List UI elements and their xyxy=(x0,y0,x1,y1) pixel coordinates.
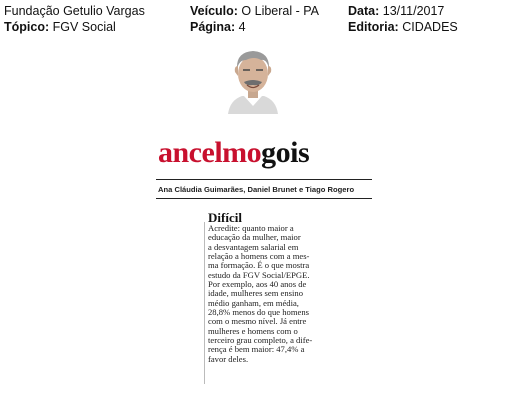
article-line: com o mesmo nível. Já entre xyxy=(208,316,307,327)
column-masthead xyxy=(158,136,309,170)
article-line: ma formação. É o que mostra xyxy=(208,260,310,271)
section-field xyxy=(348,19,458,35)
article-line: educação da mulher, maior xyxy=(208,232,301,243)
article-line: Por exemplo, aos 40 anos de xyxy=(208,279,307,290)
topic-field xyxy=(4,19,116,35)
section-value: CIDADES xyxy=(402,20,458,34)
vehicle-value: O Liberal - PA xyxy=(241,4,319,18)
vehicle-label: Veículo: xyxy=(190,4,238,18)
date-label: Data: xyxy=(348,4,380,18)
article-line: mulheres e homens com o xyxy=(208,325,298,336)
article-line: a desvantagem salarial em xyxy=(208,241,299,252)
page-value: 4 xyxy=(238,20,246,34)
masthead-rule-top xyxy=(156,179,372,180)
page-label: Página: xyxy=(190,20,236,34)
article-line: médio ganham, em média, xyxy=(208,297,299,308)
column-divider xyxy=(204,222,205,384)
article-line: relação a homens com a mes- xyxy=(208,251,310,262)
article-line: Acredite: quanto maior a xyxy=(208,223,294,233)
byline: Ana Cláudia Guimarães, Daniel Brunet e Tiago Rogero xyxy=(158,185,355,194)
vehicle-field xyxy=(190,3,319,19)
article-line: terceiro grau completo, a dife- xyxy=(208,335,313,346)
article-body xyxy=(208,224,356,364)
org-name: Fundação Getulio Vargas xyxy=(4,4,145,18)
topic-label: Tópico: xyxy=(4,20,50,34)
article-line: favor deles. xyxy=(208,353,249,364)
columnist-photo xyxy=(226,44,280,114)
article-line: rença é bem maior: 47,4% a xyxy=(208,344,305,355)
article-line: idade, mulheres sem ensino xyxy=(208,288,303,299)
article-line: estudo da FGV Social/EPGE. xyxy=(208,269,310,280)
date-field xyxy=(348,3,444,19)
masthead-first: ancelmo xyxy=(158,136,262,169)
article-headline: Difícil xyxy=(208,210,242,225)
page-field xyxy=(190,19,246,35)
section-label: Editoria: xyxy=(348,20,399,34)
date-value: 13/11/2017 xyxy=(382,4,445,18)
article-line: 28,8% menos do que homens xyxy=(208,307,309,318)
masthead-second: gois xyxy=(261,136,310,169)
topic-value: FGV Social xyxy=(52,20,116,34)
masthead-rule-bottom xyxy=(156,198,372,199)
